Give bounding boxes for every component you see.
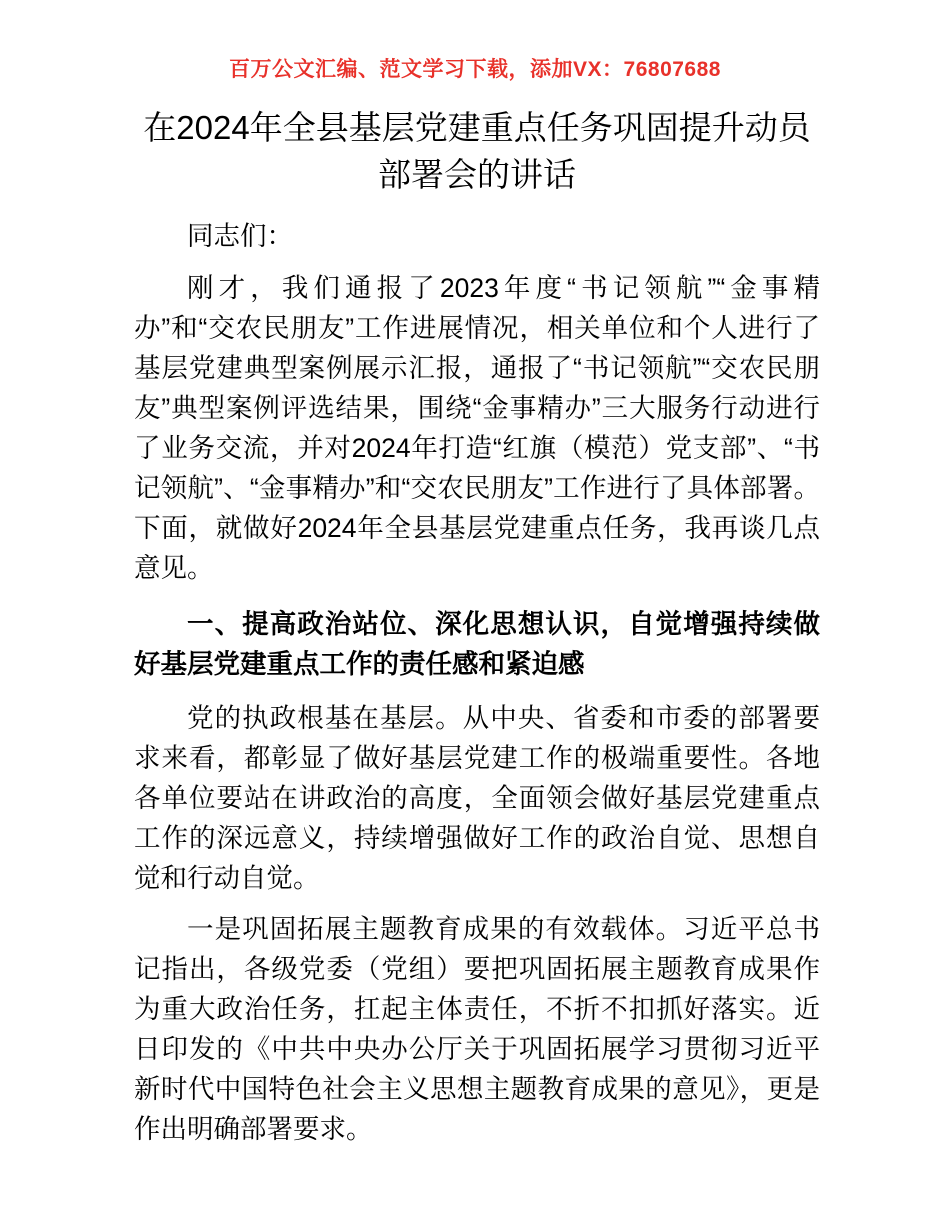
paragraph-section-1-p2: 一是巩固拓展主题教育成果的有效载体。习近平总书记指出，各级党委（党组）要把巩固拓展主题教育成果作为重大政治任务，扛起主体责任，不折不扣抓好落实。近日印发的《中共中央办公厅关于巩固拓展学习贯彻习近平新时代中国特色社会主义思想主题教育成果的意见》，更是作出明确部署要求。: [134, 914, 820, 1144]
document-body: [134, 104, 820, 1160]
section-heading-1: 一、提高政治站位、深化思想认识，自觉增强持续做好基层党建重点工作的责任感和紧迫感: [134, 609, 820, 679]
paragraph-salutation: 同志们：: [187, 221, 293, 251]
paragraph-intro: 刚才，我们通报了2023年度“书记领航”“金事精办”和“交农民朋友”工作进展情况，相关单位和个人进行了基层党建典型案例展示汇报，通报了“书记领航”“交农民朋友”典型案例评选结果，围绕“金事精办”三大服务行动进行了业务交流，并对2024年打造“红旗（模范）党支部”、“书记领航”、“金事精办”和“交农民朋友”工作进行了具体部署。下面，就做好2024年全县基层党建重点任务，我再谈几点意见。: [134, 273, 820, 583]
promo-watermark-header: 百万公文汇编、范文学习下载，添加VX：76807688: [229, 58, 721, 81]
document-title: 在2024年全县基层党建重点任务巩固提升动员部署会的讲话: [143, 109, 811, 193]
paragraph-section-1-p1: 党的执政根基在基层。从中央、省委和市委的部署要求来看，都彰显了做好基层党建工作的极端重要性。各地各单位要站在讲政治的高度，全面领会做好基层党建重点工作的深远意义，持续增强做好工作的政治自觉、思想自觉和行动自觉。: [134, 703, 820, 893]
